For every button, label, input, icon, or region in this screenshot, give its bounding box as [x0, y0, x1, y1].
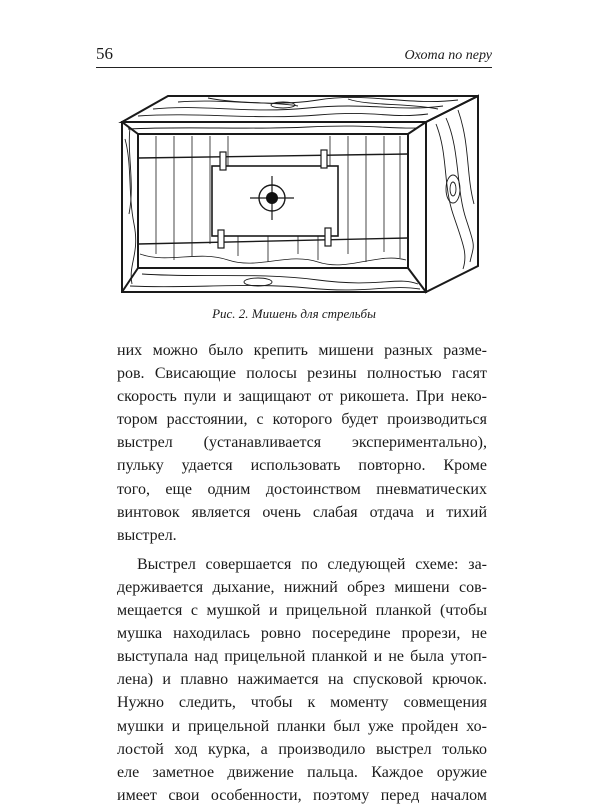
upper-wire	[138, 154, 408, 158]
text-line: скорость пули и защищают от рикошета. При неко-	[117, 388, 487, 406]
text-line: еле заметное движение пальца. Каждое оружие	[117, 763, 487, 781]
running-title: Охота по перу	[404, 48, 492, 63]
text-line: ров. Свисающие полосы резины полностью гасят	[117, 365, 487, 383]
text-line: выстрел (устанавливается экспериментально),	[117, 434, 487, 452]
figure-caption: Рис. 2. Мишень для стрельбы	[212, 306, 376, 321]
lower-wire	[138, 238, 408, 244]
text-line: винтовок является очень слабая отдача и тихий	[117, 503, 487, 521]
text-line: мещается с мушкой и прицельной планкой (чтобы	[117, 602, 487, 620]
target-box-illustration	[108, 94, 493, 306]
text-line: мушка находилась ровно посередине прорези, не	[117, 625, 487, 643]
text-line: лена) и плавно нажимается на спусковой крючок.	[117, 671, 487, 689]
text-line: мушки и прицельной планки был уже пройден хо-	[117, 717, 487, 735]
paragraph-2	[117, 553, 487, 807]
text-line: тором расстоянии, с которого будет производиться	[117, 411, 487, 429]
paragraph-1	[117, 339, 487, 547]
text-line: держивается дыхание, нижний обрез мишени сов-	[117, 578, 487, 596]
text-line: лостой ход курка, а производило выстрел только	[117, 740, 487, 758]
text-line: выстрел.	[117, 526, 177, 544]
page-number: 56	[96, 44, 113, 63]
text-line: пульку удается использовать повторно. Кроме	[117, 457, 487, 475]
text-line: имеет свои особенности, поэтому перед началом	[117, 786, 487, 804]
text-line: них можно было крепить мишени разных разме-	[117, 342, 487, 359]
running-header	[96, 44, 492, 64]
text-line: выступала над прицельной планкой и не была утоп-	[117, 648, 487, 666]
header-rule	[96, 67, 492, 68]
text-line: Нужно следить, чтобы к моменту совмещения	[117, 694, 487, 712]
text-line: Выстрел совершается по следующей схеме: за-	[137, 555, 487, 573]
body-text	[117, 339, 487, 807]
text-line: того, еще одним достоинством пневматических	[117, 480, 487, 498]
